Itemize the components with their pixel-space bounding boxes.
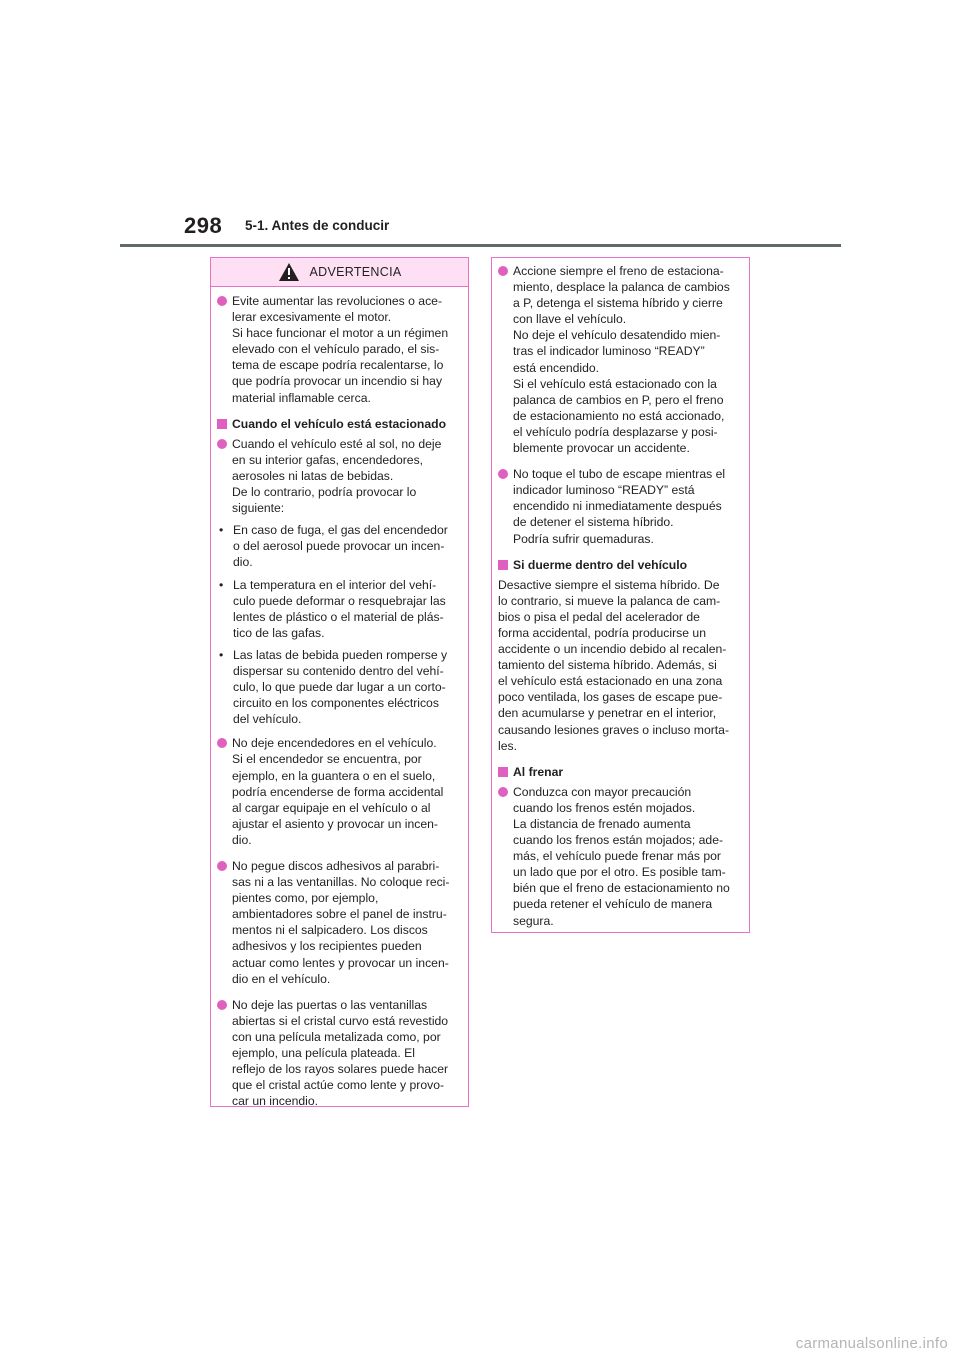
list-item: Evite aumentar las revoluciones o ace- lerar excesivamente el motor. Si hace funcionar el motor a un régimen elevado con el vehículo parado, el sis- tema de escape podría recalentarse, lo que podría provocar un incendio si hay material inflamable cerca. bbox=[217, 293, 460, 406]
warning-box-right bbox=[491, 257, 750, 933]
subheading: Cuando el vehículo está estacionado bbox=[217, 416, 460, 432]
subheading: Si duerme dentro del vehículo bbox=[498, 557, 741, 573]
bullet-dot-icon bbox=[217, 296, 227, 306]
list-item: No pegue discos adhesivos al parabri- sas ni a las ventanillas. No coloque reci- pientes como, por ejemplo, ambientadores sobre el panel de instru- mentos ni el salpicadero. Los discos adhesivos y los recipientes pueden actuar como lentes y provocar un incen- dio en el vehículo. bbox=[217, 858, 460, 987]
list-item: No deje las puertas o las ventanillas abiertas si el cristal curvo está revestido con una película metalizada como, por ejemplo, una película plateada. El reflejo de los rayos solares puede hacer que el cristal actúe como lente y provo- car un incendio. bbox=[217, 997, 460, 1110]
page-number: 298 bbox=[184, 213, 223, 238]
square-bullet-icon bbox=[498, 560, 508, 570]
paragraph: Desactive siempre el sistema híbrido. De lo contrario, si mueve la palanca de cam- bios o pisa el pedal del acelerador de forma accidental, podría producirse un accidente o un incendio debido al recalen- tamiento del sistema híbrido. Además, si el vehículo está estacionado en una zona poco ventilada, los gases de escape pue- den acumularse y penetrar en el interior, causando lesiones graves o incluso morta- les. bbox=[498, 577, 730, 753]
left-column-content bbox=[211, 287, 468, 1109]
warning-triangle-icon bbox=[278, 262, 300, 282]
section-title: 5-1. Antes de conducir bbox=[245, 218, 390, 233]
list-item: No toque el tubo de escape mientras el indicador luminoso “READY” está encendido ni inmediatamente después de detener el sistema híbrido. Podría sufrir quemaduras. bbox=[498, 466, 741, 546]
square-bullet-icon bbox=[217, 419, 227, 429]
list-item: Cuando el vehículo esté al sol, no deje en su interior gafas, encendedores, aerosoles ni latas de bebidas. De lo contrario, podría provocar lo siguiente: bbox=[217, 436, 460, 516]
bullet-dot-icon bbox=[217, 439, 227, 449]
sub-list-item: • En caso de fuga, el gas del encendedor o del aerosol puede provocar un incen- dio. bbox=[219, 523, 448, 570]
bullet-dot-icon bbox=[217, 1000, 227, 1010]
bullet-dot-icon bbox=[217, 738, 227, 748]
subheading: Al frenar bbox=[498, 764, 741, 780]
right-column-content bbox=[492, 258, 749, 929]
watermark: carmanualsonline.info bbox=[795, 1335, 948, 1352]
list-item: No deje encendedores en el vehículo. Si el encendedor se encuentra, por ejemplo, en la guantera o en el suelo, podría encenderse de forma accidental al cargar equipaje en el vehículo o al ajustar el asiento y provocar un incen- dio. bbox=[217, 735, 460, 848]
bullet-dot-icon bbox=[498, 469, 508, 479]
bullet-dot-icon bbox=[217, 861, 227, 871]
sub-list-item: • Las latas de bebida pueden romperse y dispersar su contenido dentro del vehí- culo, lo que puede dar lugar a un corto- circuito en los componentes eléctricos del vehículo. bbox=[219, 647, 448, 727]
list-item: Accione siempre el freno de estaciona- miento, desplace la palanca de cambios a P, detenga el sistema híbrido y cierre con llave el vehículo. No deje el vehículo desatendido mien- tras el indicador luminoso “READY” está encendido. Si el vehículo está estacionado con la palanca de cambios en P, pero el freno de estacionamiento no está accionado, el vehículo podría desplazarse y posi- blemente provocar un accidente. bbox=[498, 263, 741, 456]
warning-box-left bbox=[210, 257, 469, 1107]
warning-header bbox=[211, 258, 468, 287]
header-rule bbox=[120, 244, 841, 247]
square-bullet-icon bbox=[498, 767, 508, 777]
bullet-dot-icon bbox=[498, 787, 508, 797]
sub-list bbox=[217, 522, 460, 727]
sub-list-item: • La temperatura en el interior del vehí- culo puede deformar o resquebrajar las lentes de plástico o el material de plás- tico de las gafas. bbox=[219, 577, 446, 640]
list-item: Conduzca con mayor precaución cuando los frenos estén mojados. La distancia de frenado aumenta cuando los frenos están mojados; ade- más, el vehículo puede frenar más por un lado que por el otro. Es posible tam- bién que el freno de estacionamiento no pueda retener el vehículo de manera segura. bbox=[498, 784, 741, 929]
warning-title: ADVERTENCIA bbox=[309, 265, 402, 279]
bullet-dot-icon bbox=[498, 266, 508, 276]
